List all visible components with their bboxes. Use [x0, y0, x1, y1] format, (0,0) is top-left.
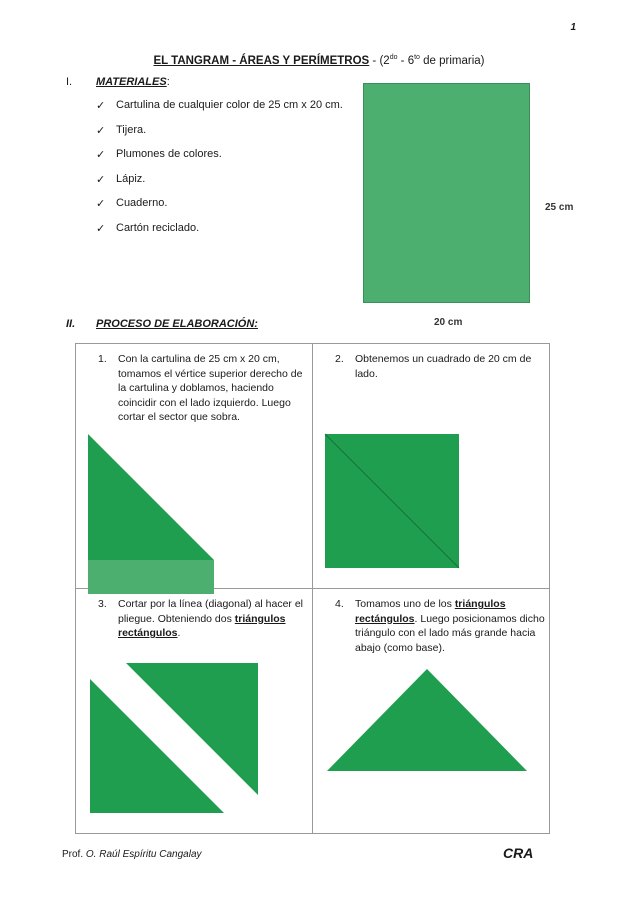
list-item-label: Cartón reciclado. [116, 221, 200, 234]
step-description: Con la cartulina de 25 cm x 20 cm, tomamos el vértice superior derecho de la cartulina y doblamos, haciendo coincidir con el lado izquierdo. Luego cortar el sector que sobra. [118, 353, 303, 423]
title-main: EL TANGRAM - ÁREAS Y PERÍMETROS [153, 54, 370, 67]
list-item [96, 148, 343, 173]
step-number: 4. [335, 598, 344, 610]
step-cell-1 [76, 344, 313, 589]
step-text [98, 597, 310, 641]
title-mid: - 6 [397, 54, 415, 67]
process-table [75, 343, 550, 834]
step-text-post: . [177, 627, 181, 639]
footer-author [62, 849, 202, 860]
list-item [96, 222, 343, 247]
author-prefix: Prof. [62, 849, 86, 860]
heading-colon: : [166, 76, 170, 88]
step-description [355, 597, 547, 655]
list-item [96, 173, 343, 198]
list-item [96, 197, 343, 222]
step-keyword: triángulos rectángulos [118, 612, 286, 639]
section-process-heading [66, 318, 258, 330]
section-roman: I. [66, 76, 73, 88]
check-icon: ✓ [96, 222, 106, 235]
check-icon: ✓ [96, 124, 106, 137]
title-sep: - (2 [369, 54, 390, 67]
cardboard-rectangle [363, 83, 530, 303]
square-figure [323, 432, 463, 572]
section-heading: MATERIALES [96, 76, 167, 88]
step-description: Obtenemos un cuadrado de 20 cm de lado. [355, 353, 532, 380]
check-icon: ✓ [96, 149, 106, 161]
list-item-label: Cartulina de cualquier color de 25 cm x 20 cm. [116, 99, 343, 111]
materials-list [96, 99, 343, 246]
check-icon: ✓ [96, 100, 106, 112]
step-cell-3 [76, 589, 313, 834]
step-text-pre: Tomamos uno de los [355, 598, 455, 610]
step-text-pre: Cortar por la línea (diagonal) al hacer el pliegue. Obteniendo dos [118, 598, 304, 625]
step-number: 1. [98, 353, 107, 365]
width-label: 20 cm [434, 317, 463, 328]
cut-triangles-figure [88, 661, 260, 821]
title-sup1: do [389, 54, 398, 61]
section-heading: PROCESO DE ELABORACIÓN: [96, 318, 258, 330]
footer-org: CRA [503, 845, 534, 861]
section-roman: II. [66, 318, 76, 330]
list-item [96, 99, 343, 124]
page-number: 1 [570, 22, 576, 33]
folded-card-figure [86, 432, 216, 596]
step-cell-2 [313, 344, 550, 589]
step-number: 2. [335, 353, 344, 365]
title-sup2: to [414, 54, 420, 61]
check-icon: ✓ [96, 198, 106, 210]
title-tail: de primaria) [419, 54, 485, 67]
list-item-label: Cuaderno. [116, 197, 168, 209]
step-cell-4 [313, 589, 550, 834]
step-text [335, 352, 547, 381]
step-keyword: triángulos rectángulos [355, 598, 506, 625]
section-materials-heading [66, 76, 170, 88]
list-item [96, 124, 343, 149]
list-item-label: Plumones de colores. [116, 148, 222, 160]
list-item-label: Tijera. [116, 123, 147, 136]
page-title [0, 54, 638, 67]
step-text [98, 352, 310, 425]
height-label: 25 cm [545, 202, 574, 213]
step-description [118, 597, 310, 641]
base-triangle [327, 669, 527, 771]
step-number: 3. [98, 598, 107, 610]
folded-triangle [88, 434, 214, 560]
check-icon: ✓ [96, 173, 106, 186]
author-name: O. Raúl Espíritu Cangalay [85, 849, 202, 860]
base-triangle-figure [325, 667, 530, 775]
step-text-post: . Luego posicionamos dicho triángulo con el lado más grande hacia abajo (como base). [355, 612, 545, 654]
step-text [335, 597, 547, 655]
list-item-label: Lápiz. [116, 172, 146, 185]
